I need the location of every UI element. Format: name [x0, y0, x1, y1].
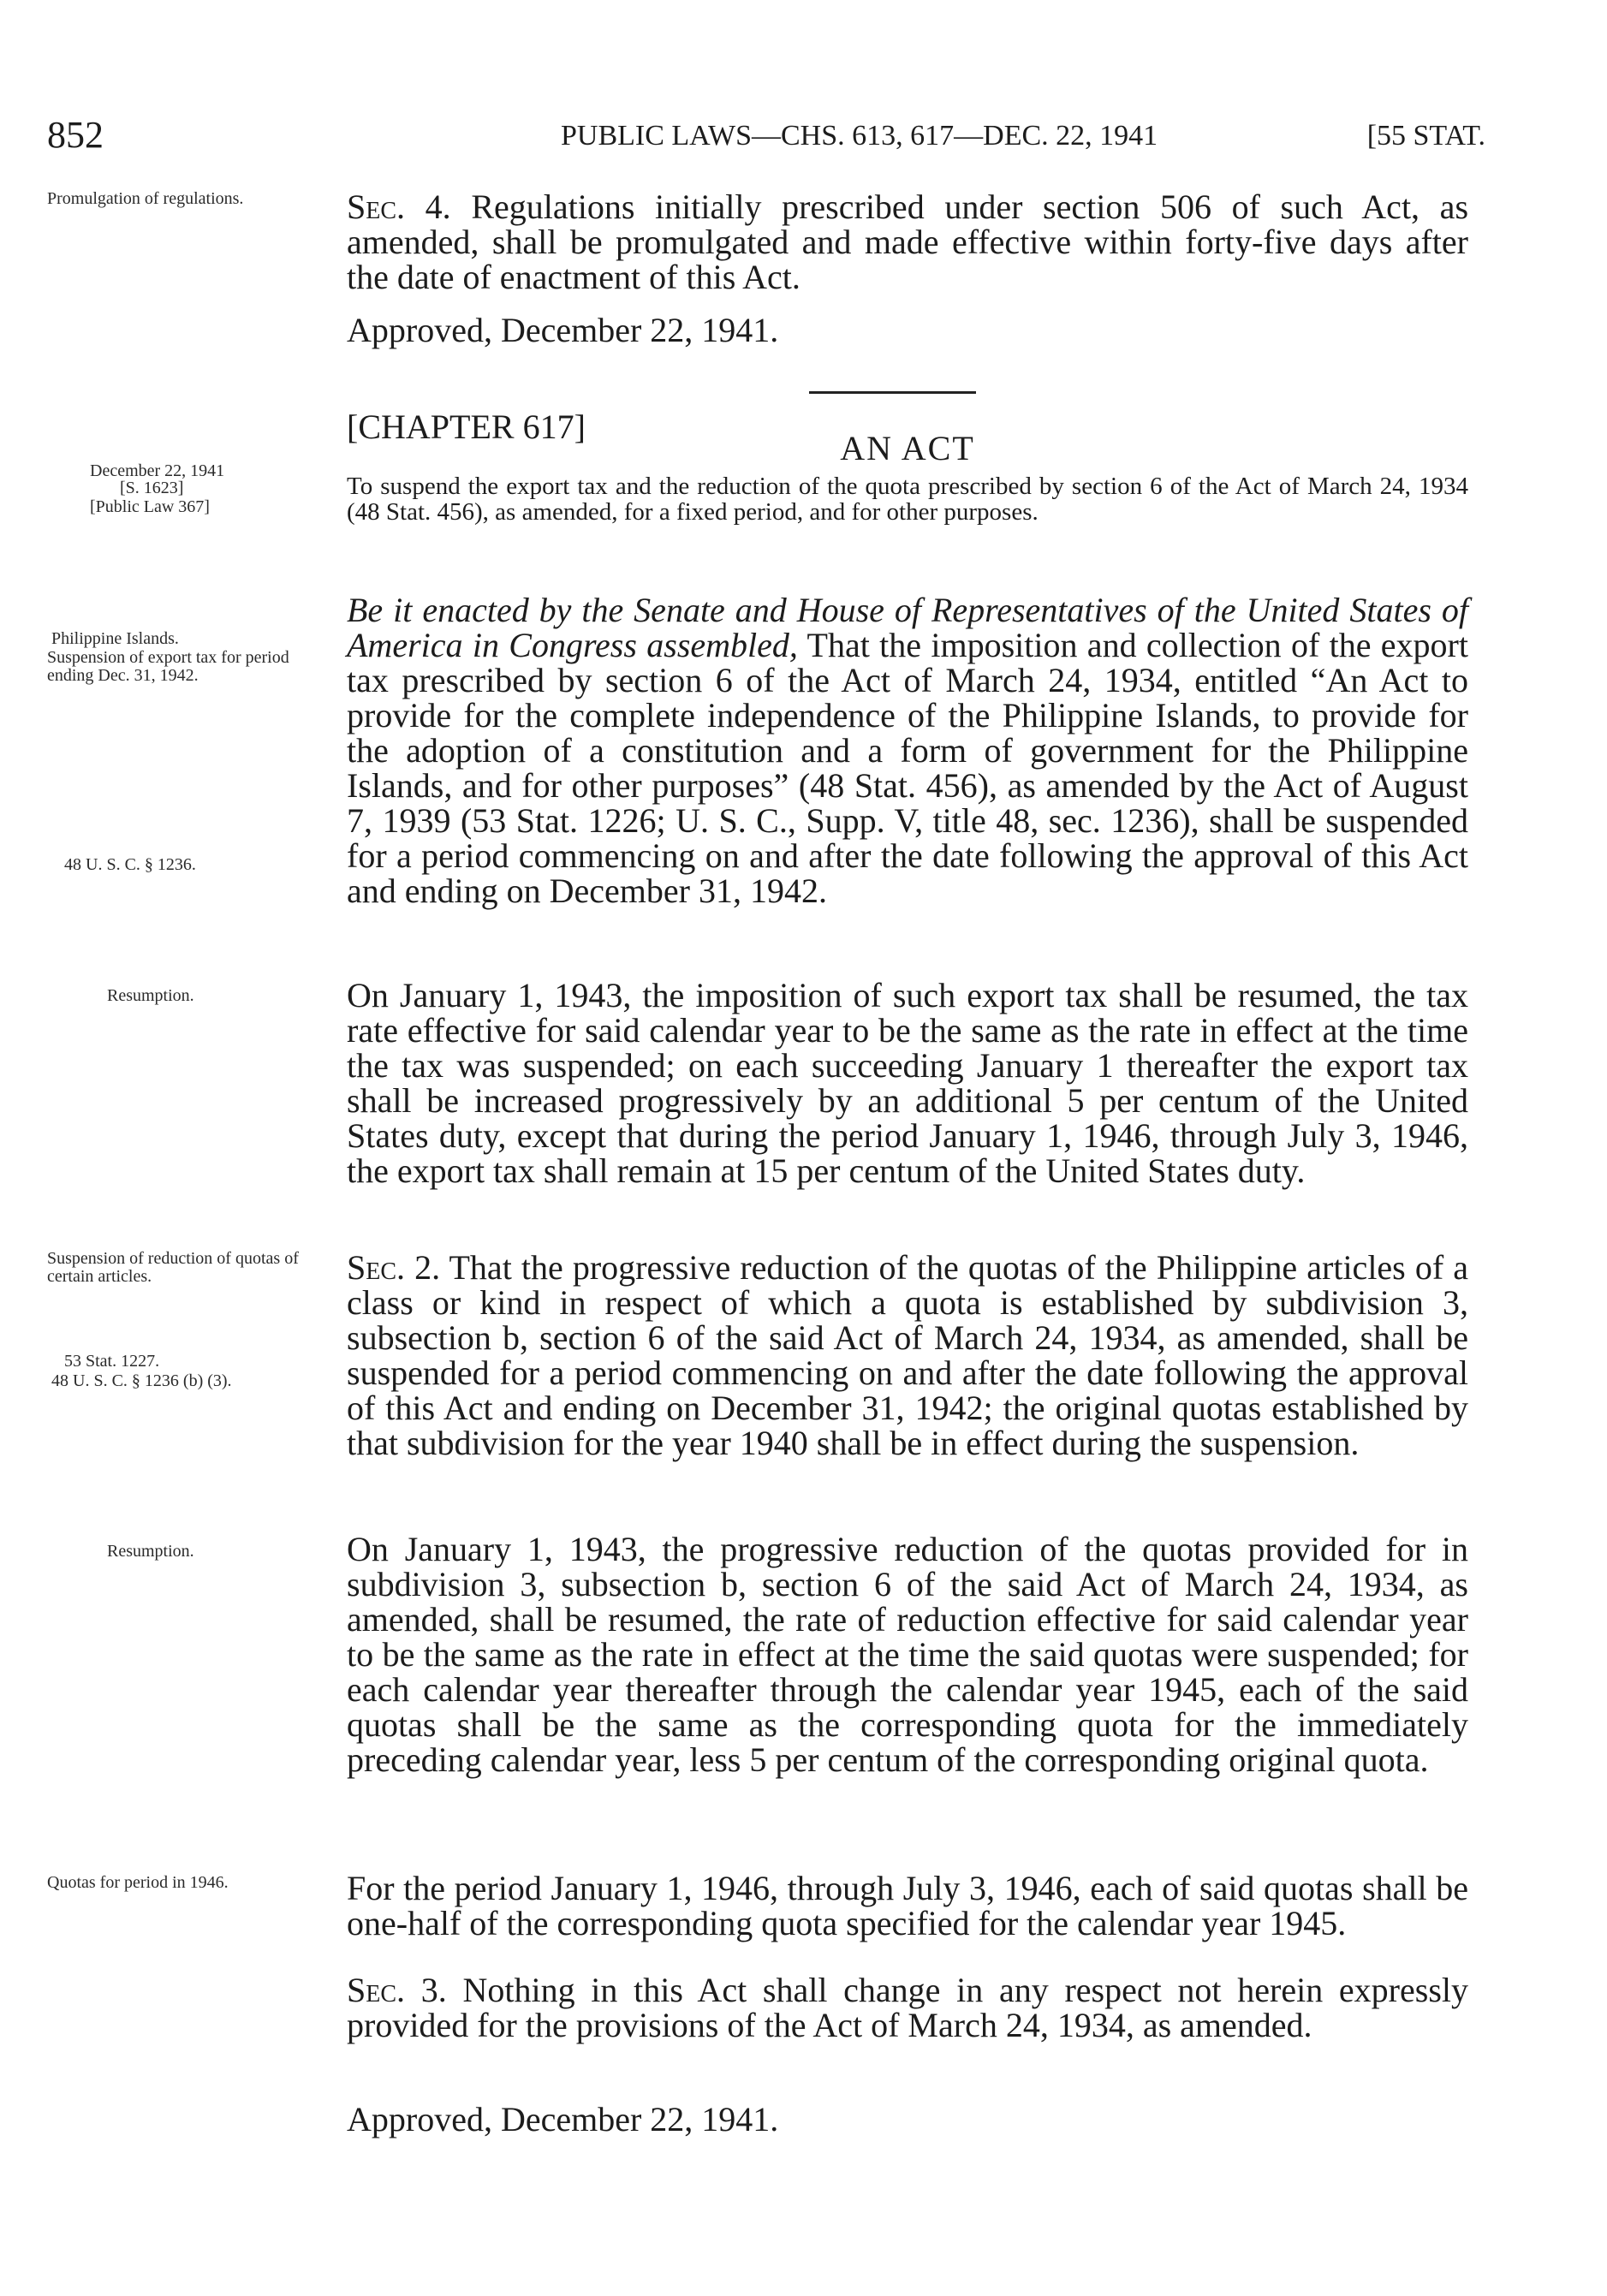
margin-note-usc-1236b: 48 U. S. C. § 1236 (b) (3).	[51, 1371, 232, 1390]
margin-note-usc-1236: 48 U. S. C. § 1236.	[64, 855, 196, 874]
margin-note-suspension-export: Suspension of export tax for period ending Dec. 31, 1942.	[47, 648, 289, 685]
margin-note-resumption-1: Resumption.	[107, 986, 194, 1005]
chapter-number: [CHAPTER 617]	[347, 407, 586, 446]
section-1: Be it enacted by the Senate and House of Representatives of the United States of America in Congress assembled, That the imposition and collection of the export tax prescribed by section 6 of the Act of March 24, 1934, entitled “An Act to provide for the complete independence of the Philippine Islands, to provide for the adoption of a constitution and a form of government for the Philippine Islands, and for other purposes” (48 Stat. 456), as amended by the Act of August 7, 1939 (53 Stat. 1226; U. S. C., Supp. V, title 48, sec. 1236), shall be suspended for a period commencing on and after the date following the approval of this Act and ending on December 31, 1942.	[347, 591, 1468, 910]
margin-note-stat-1227: 53 Stat. 1227.	[64, 1352, 160, 1371]
margin-note-bill: [S. 1623]	[120, 479, 184, 497]
ch613-approval: Approved, December 22, 1941.	[347, 311, 779, 349]
margin-note-quotas-1946: Quotas for period in 1946.	[47, 1873, 229, 1892]
margin-note-date: December 22, 1941	[90, 461, 225, 480]
margin-note-suspension-quotas: Suspension of reduction of quotas of certain articles.	[47, 1249, 299, 1286]
margin-note-philippine: Philippine Islands.	[51, 629, 179, 648]
header-title: PUBLIC LAWS—CHS. 613, 617—DEC. 22, 1941	[561, 120, 1158, 152]
act-title: AN ACT	[840, 429, 975, 467]
running-header	[47, 114, 1485, 163]
margin-note-public-law: [Public Law 367]	[90, 497, 210, 516]
section-3: Sec. 3. Nothing in this Act shall change in any respect not herein expressly provided for the provisions of the Act of March 24, 1934, as amended.	[347, 1971, 1468, 2044]
ch613-section-4: Sec. 4. Regulations initially prescribed under section 506 of such Act, as amended, shall be promulgated and made effective within forty-five days after the date of enactment of this Act.	[347, 187, 1469, 296]
margin-note-promulgation: Promulgation of regulations.	[47, 189, 244, 208]
page-number: 852	[47, 114, 104, 156]
section-2: Sec. 2. That the progressive reduction of the quotas of the Philippine articles of a class or kind in respect of which a quota is established by subdivision 3, subsection b, section 6 of the said Act of March 24, 1934, as amended, shall be suspended for a period commencing on and after the date following the approval of this Act and ending on December 31, 1942; the original quotas established by that subdivision for the year 1940 shall be in effect during the suspension.	[347, 1248, 1468, 1462]
margin-note-resumption-2: Resumption.	[107, 1542, 194, 1561]
chapter-separator-rule	[809, 391, 976, 394]
ch617-approval: Approved, December 22, 1941.	[347, 2100, 779, 2138]
resumption-paragraph-2: On January 1, 1943, the progressive reduction of the quotas provided for in subdivision 3, subsection b, section 6 of the said Act of March 24, 1934, as amended, shall be resumed, the rate of reduction effective for said calendar year to be the same as the rate in effect at the time the said quotas were suspended; for each calendar year thereafter through the calendar year 1945, each of the said quotas shall be the same as the corresponding quota for the immediately preceding calendar year, less 5 per centum of the corresponding original quota.	[347, 1530, 1468, 1779]
act-summary: To suspend the export tax and the reduction of the quota prescribed by section 6 of the Act of March 24, 1934 (48 Stat. 456), as amended, for a fixed period, and for other purposes.	[347, 473, 1468, 526]
resumption-paragraph-1: On January 1, 1943, the imposition of such export tax shall be resumed, the tax rate effective for said calendar year to be the same as the rate in effect at the time the tax was suspended; on each succeeding January 1 thereafter the export tax shall be increased progressively by an additional 5 per centum of the United States duty, except that during the period January 1, 1946, through July 3, 1946, the export tax shall remain at 15 per centum of the United States duty.	[347, 976, 1468, 1190]
quotas-1946-paragraph: For the period January 1, 1946, through July 3, 1946, each of said quotas shall be one-half of the corresponding quota specified for the calendar year 1945.	[347, 1869, 1468, 1942]
statute-reference: [55 STAT.	[1366, 120, 1485, 152]
